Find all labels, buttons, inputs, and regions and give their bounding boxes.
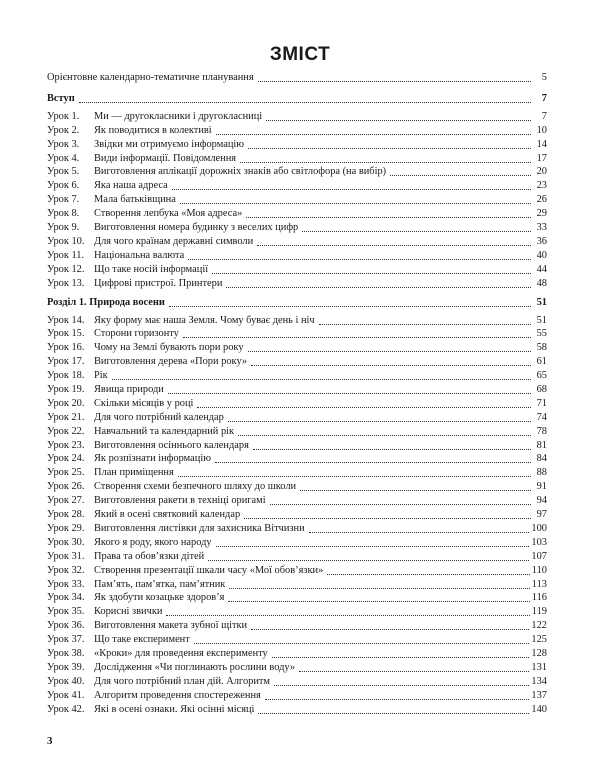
toc-entry [47,523,547,535]
toc-entry-page: 125 [531,634,547,646]
dot-leader [248,350,531,352]
toc-entry-number: Урок 6. [47,180,80,192]
dot-leader [270,503,531,505]
toc-entry-number: Урок 20. [47,397,85,409]
toc-entry-title: Створення лепбука «Моя адреса» [94,208,243,220]
dot-leader [272,656,530,658]
dot-leader [258,80,531,82]
toc-entry [47,467,547,479]
toc-section [47,93,547,105]
toc-entry [47,264,547,276]
dot-leader [178,475,531,477]
toc-entry-title: Скільки місяців у році [94,397,194,409]
toc-entry-number: Урок 17. [47,356,85,368]
dot-leader [319,323,531,325]
toc-entry-number: Урок 4. [47,152,80,164]
toc-entry-number: Урок 30. [47,536,85,548]
dot-leader [299,670,529,672]
toc-entry-number: Урок 34. [47,592,85,604]
toc-entry-page: 26 [536,194,547,206]
toc-entry [47,194,547,206]
toc-entry [47,704,547,716]
toc-entry-title: Види інформації. Повідомлення [94,152,237,164]
dot-leader [216,133,531,135]
toc-entry-number: Урок 16. [47,342,85,354]
toc-entry-page: 61 [536,356,547,368]
toc-entry [47,208,547,220]
toc-entry-page: 88 [536,467,547,479]
toc-entry-page: 58 [536,342,547,354]
toc-entry-title: Виготовлення макета зубної щітки [94,620,248,632]
toc-entry-page: 29 [536,208,547,220]
toc-entry-title: Створення схеми безпечного шляху до школи [94,481,297,493]
toc-entry-title: Які в осені ознаки. Які осінні місяці [94,703,255,715]
toc-entry-number: Урок 3. [47,138,80,150]
dot-leader [79,101,531,103]
toc-entry-number: Урок 10. [47,235,85,247]
dot-leader [226,286,531,288]
toc-entry-title: Яку форму має наша Земля. Чому буває день і ніч [94,314,315,326]
toc-entry-page: 97 [536,509,547,521]
toc-entry-title: Звідки ми отримуємо інформацію [94,138,245,150]
toc-entry-page: 17 [536,152,547,164]
toc-entry-page: 137 [531,689,547,701]
toc-entry [47,509,547,521]
page-number: 3 [47,735,53,747]
toc-entry-number: Урок 28. [47,509,85,521]
toc-entry-number: Урок 8. [47,208,80,220]
toc-entry-number: Урок 29. [47,522,85,534]
toc-entry-page: 100 [531,522,547,534]
toc-entry-title: Цифрові пристрої. Принтери [94,277,223,289]
dot-leader [228,420,531,422]
toc-entry [47,222,547,234]
toc-entry-title: Виготовлення номера будинку з веселих цифр [94,222,299,234]
toc-entry-number: Урок 18. [47,370,85,382]
dot-leader [258,712,529,714]
dot-leader [180,202,531,204]
toc-entry-page: 81 [536,439,547,451]
toc-entry [47,72,547,84]
toc-entry-number: Урок 41. [47,689,85,701]
toc-entry [47,453,547,465]
toc-entry-page: 122 [531,620,547,632]
dot-leader [309,531,530,533]
dot-leader [169,305,531,307]
toc-entry-number: Урок 24. [47,453,85,465]
toc-entry-number: Урок 19. [47,384,85,396]
toc-entry-number: Урок 37. [47,634,85,646]
toc-entry-title: План приміщення [94,467,174,479]
toc-entry-number: Урок 26. [47,481,85,493]
toc-entry [47,315,547,327]
toc-entry-page: 134 [531,675,547,687]
toc-entry-number: Урок 12. [47,263,85,275]
toc-entry [47,250,547,262]
toc-entry [47,606,547,618]
toc-entry-number: Урок 32. [47,564,85,576]
toc-entry-number: Урок 33. [47,578,85,590]
toc-entry [47,278,547,290]
toc-entry-title: Пам’ять, пам’ятка, пам’ятник [94,578,226,590]
toc-entry-page: 68 [536,384,547,396]
toc-entry-page: 14 [536,138,547,150]
toc-entry-page: 103 [531,536,547,548]
dot-leader [327,573,530,575]
dot-leader [240,161,531,163]
toc-entry-number: Урок 22. [47,425,85,437]
toc-entry-number: Урок 15. [47,328,85,340]
toc-entry [47,180,547,192]
toc-entry-page: 36 [536,235,547,247]
toc-entry-page: 107 [531,550,547,562]
toc-entry-number: Урок 5. [47,166,80,178]
toc-entry-title: Алгоритм проведення спостереження [94,689,261,701]
toc-entry-title: Національна валюта [94,249,185,261]
dot-leader [208,559,529,561]
toc-entry [47,495,547,507]
toc-entry-title: Корисні звички [94,606,163,618]
dot-leader [265,698,530,700]
toc-entry-title: Якого я роду, якого народу [94,536,212,548]
toc-entry [47,111,547,123]
dot-leader [215,461,531,463]
toc-entry-page: 10 [536,124,547,136]
toc-entry-number: Урок 39. [47,661,85,673]
toc-entry-number: Урок 1. [47,110,80,122]
page-title: ЗМІСТ [269,44,331,65]
toc-entry [47,384,547,396]
toc-entry-number: Урок 25. [47,467,85,479]
toc-entry-title: Виготовлення осіннього календаря [94,439,249,451]
dot-leader [300,489,531,491]
toc-entry-number: Урок 14. [47,314,85,326]
toc-entry-title: Виготовлення ракети в техніці оригамі [94,495,266,507]
toc-entry [47,139,547,151]
dot-leader [251,628,529,630]
toc-entry [47,166,547,178]
dot-leader [166,614,529,616]
dot-leader [246,216,531,218]
toc-entry-number: Урок 7. [47,194,80,206]
dot-leader [251,364,531,366]
toc-entry-title: Сторони горизонту [94,328,179,340]
toc-section [47,297,547,309]
toc-entry-page: 84 [536,453,547,465]
toc-entry-title: Мала батьківщина [94,194,176,206]
toc-entry-number: Урок 2. [47,124,80,136]
toc-entry-page: 116 [531,592,547,604]
dot-leader [238,434,531,436]
dot-leader [212,272,531,274]
toc-entry-number: Урок 9. [47,222,80,234]
toc-entry-number: Урок 31. [47,550,85,562]
toc-entry-title: Вступ [47,92,75,104]
toc-entry-title: «Кроки» для проведення експерименту [94,647,268,659]
toc-entry-number: Урок 27. [47,495,85,507]
toc-entry [47,537,547,549]
toc-entry-page: 44 [536,263,547,275]
toc-entry [47,565,547,577]
toc-entry-page: 140 [531,703,547,715]
toc-entry [47,634,547,646]
toc-entry-page: 23 [536,180,547,192]
toc-entry-number: Урок 11. [47,249,85,261]
toc-entry-page: 7 [541,92,547,104]
dot-leader [216,545,530,547]
toc-entry-page: 55 [536,328,547,340]
toc-entry-title: Що таке носій інформації [94,263,209,275]
toc-entry-page: 40 [536,249,547,261]
toc-entry-title: Яка наша адреса [94,180,168,192]
dot-leader [229,587,529,589]
toc-entry [47,328,547,340]
toc-entry-title: Дослідження «Чи поглинають рослини воду» [94,661,296,673]
dot-leader [248,147,531,149]
toc-entry [47,125,547,137]
toc-entry-number: Урок 42. [47,703,85,715]
toc-entry-title: Права та обов’язки дітей [94,550,205,562]
toc-entry [47,426,547,438]
toc-entry-title: Для чого потрібний план дій. Алгоритм [94,675,271,687]
toc-entry-number: Урок 21. [47,411,85,423]
toc-entry-page: 20 [536,166,547,178]
toc-entry [47,551,547,563]
toc-entry-title: Рік [94,370,108,382]
dot-leader [257,244,531,246]
toc-entry [47,412,547,424]
toc-entry-title: Як розпізнати інформацію [94,453,211,465]
dot-leader [390,174,531,176]
toc-entry-page: 113 [531,578,547,590]
toc-entry-title: Чому на Землі бувають пори року [94,342,244,354]
toc-entry [47,440,547,452]
dot-leader [302,230,531,232]
toc-entry-title: Як поводитися в колективі [94,124,212,136]
dot-leader [188,258,531,260]
dot-leader [168,392,531,394]
toc-entry-page: 91 [536,481,547,493]
toc-entry [47,690,547,702]
dot-leader [228,600,529,602]
toc-entry-number: Урок 23. [47,439,85,451]
toc-entry-page: 78 [536,425,547,437]
toc-entry-page: 110 [531,564,547,576]
toc-entry [47,342,547,354]
toc-entry [47,620,547,632]
toc-entry [47,356,547,368]
toc-entry-page: 71 [536,397,547,409]
toc-entry [47,370,547,382]
toc-entry-number: Урок 38. [47,647,85,659]
toc-entry [47,153,547,165]
toc-entry-title: Явища природи [94,384,164,396]
dot-leader [266,119,531,121]
toc-entry-page: 33 [536,222,547,234]
dot-leader [253,448,531,450]
toc-entry-page: 119 [531,606,547,618]
dot-leader [172,188,531,190]
toc-entry-title: Для чого потрібний календар [94,411,224,423]
toc-entry-title: Створення презентації шкали часу «Мої обов’язки» [94,564,324,576]
toc-entry-page: 7 [541,110,547,122]
dot-leader [183,336,531,338]
toc-entry-page: 48 [536,277,547,289]
toc-entry-page: 128 [531,647,547,659]
toc-entry-page: 5 [541,71,547,83]
toc-entry-number: Урок 40. [47,675,85,687]
toc-entry-title: Розділ 1. Природа восени [47,296,165,308]
toc-entry [47,481,547,493]
toc-entry [47,236,547,248]
dot-leader [194,642,530,644]
toc-entry-page: 51 [536,314,547,326]
dot-leader [197,406,531,408]
toc-entry [47,676,547,688]
toc-entry-title: Навчальний та календарний рік [94,425,235,437]
toc-entry-number: Урок 13. [47,277,85,289]
dot-leader [274,684,529,686]
table-of-contents [47,70,547,716]
toc-entry [47,662,547,674]
toc-entry-title: Виготовлення аплікації дорожніх знаків або світлофора (на вибір) [94,166,387,178]
toc-entry-page: 94 [536,495,547,507]
toc-entry-title: Який в осені святковий календар [94,509,241,521]
toc-entry-title: Виготовлення дерева «Пори року» [94,356,248,368]
toc-entry-title: Орієнтовне календарно-тематичне планування [47,71,254,83]
toc-entry-page: 51 [536,296,547,308]
toc-entry [47,648,547,660]
dot-leader [244,517,531,519]
toc-entry-title: Для чого країнам державні символи [94,235,254,247]
toc-entry-title: Що таке експеримент [94,634,190,646]
toc-entry-title: Виготовлення листівки для захисника Вітчизни [94,522,305,534]
toc-entry-page: 65 [536,370,547,382]
toc-entry [47,579,547,591]
toc-entry-page: 131 [531,661,547,673]
toc-entry-title: Як здобути козацьке здоров’я [94,592,225,604]
toc-entry [47,398,547,410]
toc-entry [47,592,547,604]
dot-leader [112,378,531,380]
toc-entry-title: Ми — другокласники і другокласниці [94,110,263,122]
toc-entry-page: 74 [536,411,547,423]
toc-entry-number: Урок 36. [47,620,85,632]
toc-entry-number: Урок 35. [47,606,85,618]
